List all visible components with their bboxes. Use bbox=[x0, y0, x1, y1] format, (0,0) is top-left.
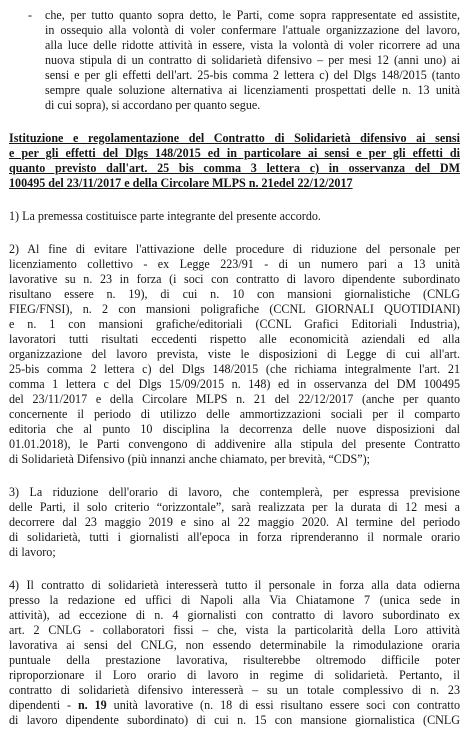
paragraph-3-line: decorrere dal 23 maggio 2019 e sino al 22 maggio 2020. Al termine del periodo bbox=[9, 515, 460, 529]
intro-line: alla luce delle ridotte attività in essere, vista la volontà di voler ricorrere ad una bbox=[45, 38, 460, 52]
intro-line: che, per tutto quanto sopra detto, le Parti, come sopra rappresentate ed assistite, bbox=[45, 8, 460, 22]
intro-line: sempre quale soluzione alternativa ai licenziamenti prospettati delle n. 13 unità bbox=[45, 83, 460, 97]
paragraph-3-line: di solidarietà, tutti i giornalisti all'epoca in forza riprenderanno il normale orario bbox=[9, 530, 460, 544]
paragraph-1-line: 1) La premessa costituisce parte integrante del presente accordo. bbox=[9, 209, 321, 223]
paragraph-4-line: puntuale della prestazione lavorativa, risulterebbe oltremodo difficile poter bbox=[9, 653, 460, 667]
paragraph-2-line: di Solidarietà Difensivo (più innanzi anche chiamato, per brevità, “CDS”); bbox=[9, 452, 371, 466]
paragraph-2-line: del 23/11/2017 e della Circolare MLPS n. 21 del 22/12/2017 (anche per quanto bbox=[9, 392, 460, 406]
paragraph-4-line: lavorativa ai sensi del CNLG, non essendo determinabile la rimodulazione oraria bbox=[9, 638, 460, 652]
paragraph-3-line: di lavoro; bbox=[9, 545, 56, 559]
paragraph-2-line: concernente il periodo di utilizzo delle ammortizzazioni sociali per il comparto bbox=[9, 407, 460, 421]
paragraph-2-line: e n. 1 con mansioni grafiche/editoriali (CCNL Grafici Editoriali Industria), bbox=[9, 317, 460, 331]
bullet-dash: - bbox=[28, 8, 33, 22]
section-heading-line: Istituzione e regolamentazione del Contratto di Solidarietà difensivo ai sensi bbox=[9, 131, 460, 145]
paragraph-4-line: di lavoro dipendente subordinato) di cui n. 15 con mansione giornalistica (CNLG bbox=[9, 713, 460, 727]
intro-line: nuova stipula di un contratto di solidarietà difensivo – per mesi 12 (anni uno) ai bbox=[45, 53, 460, 67]
paragraph-2-line: lavorative su n. 23 in forza (i soci con contratto di lavoro dipendente subordinato bbox=[9, 272, 460, 286]
paragraph-2-line: 01.01.2018), le Parti convengono di addivenire alla stipula del presente Contratto bbox=[9, 437, 460, 451]
intro-line: di cui sopra), si accordano per quanto segue. bbox=[45, 98, 261, 112]
section-heading-line: 100495 del 23/11/2017 e della Circolare MLPS n. 21edel 22/12/2017 bbox=[9, 176, 353, 190]
paragraph-4-line bbox=[9, 698, 460, 713]
section-heading-line: e per gli effetti del Dlgs 148/2015 ed in particolare ai sensi e per gli effetti di bbox=[9, 146, 460, 160]
bold-count: n. 19 bbox=[77, 698, 107, 712]
paragraph-2-line: risultano essere n. 19), di cui n. 10 con mansioni giornalistiche (CNLG bbox=[9, 287, 460, 301]
paragraph-2-line: 25-bis comma 2 lettera c) del Dlgs 148/2015 (che richiama integralmente l'art. 21 bbox=[9, 362, 460, 376]
paragraph-2-line: editoria che al punto 10 disciplina la decorrenza delle nuove disposizioni dal bbox=[9, 422, 460, 436]
paragraph-2-line: FIEG/FNSI), n. 2 con mansioni poligrafiche (CCNL GIORNALI QUOTIDIANI) bbox=[9, 302, 460, 316]
paragraph-4-line: attività), ad eccezione di n. 4 giornalisti con contratto di lavoro subordinato ex bbox=[9, 608, 460, 622]
paragraph-4-line: contratto di solidarietà difensivo interesserà – su un totale complessivo di n. 23 bbox=[9, 683, 460, 697]
paragraph-4-line: 4) Il contratto di solidarietà interesserà tutto il personale in forza alla data odierna bbox=[9, 578, 460, 592]
paragraph-2-line: comma 1 lettera c del Dlgs 15/09/2015 n. 148) ed in osservanza del DM 100495 bbox=[9, 377, 460, 391]
intro-line: in ossequio alla volontà di voler confermare l'attuale organizzazione del lavoro, bbox=[45, 23, 460, 37]
paragraph-3-line: 3) La riduzione dell'orario di lavoro, che contemplerà, per espressa previsione bbox=[9, 485, 460, 499]
paragraph-3-line: delle Parti, il solo criterio “orizzontale”, sarà realizzata per la durata di 12 mesi a bbox=[9, 500, 460, 514]
paragraph-2-line: lavoratori tutti risultati eccedenti rispetto alle economicità aziendali ed alla bbox=[9, 332, 460, 346]
section-heading-line: quanto previsto dall'art. 25 bis comma 3 lettera c) in osservanza del DM bbox=[9, 161, 460, 175]
paragraph-2-line: 2) Al fine di evitare l'attivazione delle procedure di riduzione del personale per bbox=[9, 242, 460, 256]
intro-line: sensi e per gli effetti dell'art. 25-bis comma 2 lettera c) del Dlgs 148/2015 (tanto bbox=[45, 68, 460, 82]
paragraph-4-line: art. 2 CNLG - collaboratori fissi – che, vista la particolarità della Loro attività bbox=[9, 623, 460, 637]
paragraph-4-text: dipendenti - bbox=[9, 698, 78, 712]
paragraph-4-text: unità lavorative (n. 18 di essi risultano essere soci con contratto bbox=[106, 698, 460, 712]
paragraph-4-line: presso la redazione ed uffici di Napoli alla Via Chiatamone 7 (unica sede in bbox=[9, 593, 460, 607]
paragraph-2-line: organizzazione del lavoro prevista, viste le disposizioni di Legge di cui all'art. bbox=[9, 347, 460, 361]
paragraph-2-line: licenziamento collettivo - ex Legge 223/91 - di un numero pari a 13 unità bbox=[9, 257, 460, 271]
paragraph-4-line: riproporzionare il Loro orario di lavoro in regime di solidarietà. Pertanto, il bbox=[9, 668, 460, 682]
